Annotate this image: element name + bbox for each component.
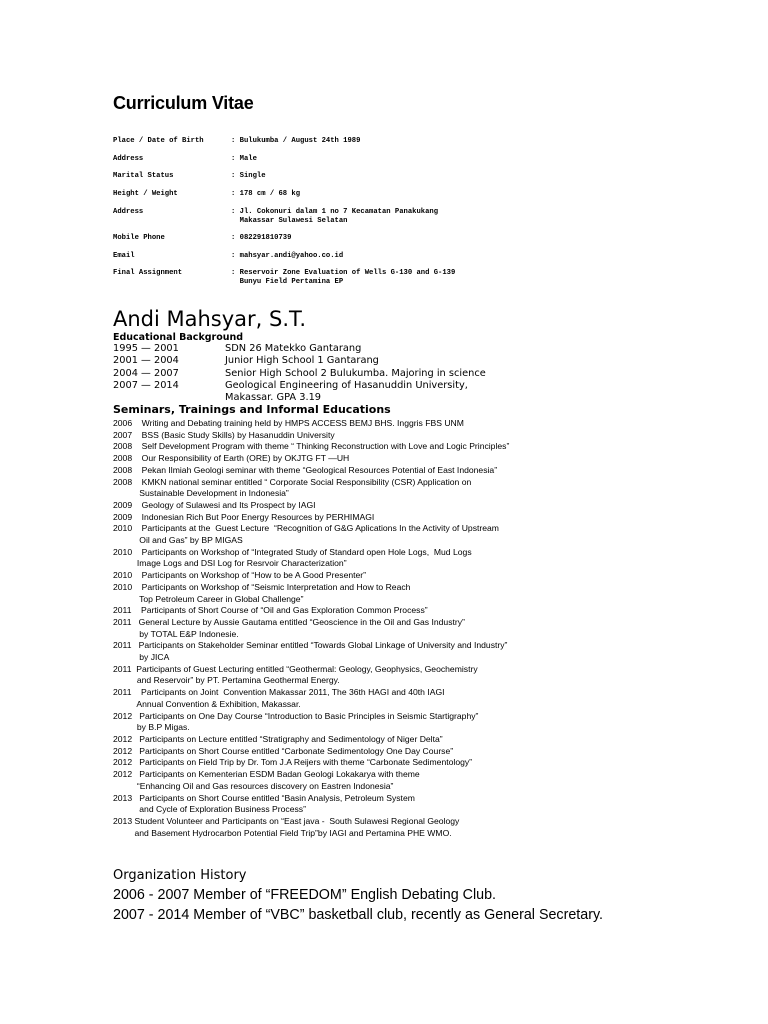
personal-label: Address bbox=[113, 208, 144, 216]
personal-value bbox=[231, 269, 455, 287]
seminar-line-continuation: by B.P Migas. bbox=[113, 722, 190, 733]
seminar-item bbox=[113, 617, 613, 640]
seminar-item bbox=[113, 465, 613, 477]
seminar-item bbox=[113, 570, 613, 582]
personal-label: Height / Weight bbox=[113, 190, 178, 198]
seminar-item bbox=[113, 453, 613, 465]
personal-value bbox=[231, 190, 300, 199]
seminar-line-continuation: “Enhancing Oil and Gas resources discovery on Eastren Indonesia” bbox=[113, 780, 394, 791]
personal-label: Place / Date of Birth bbox=[113, 137, 204, 145]
education-years: 2004 — 2007 bbox=[113, 367, 179, 379]
seminar-line: 2010 Participants on Workshop of “Integrated Study of Standard open Hole Logs, Mud Logs bbox=[113, 546, 472, 557]
organization-item: 2006 - 2007 Member of “FREEDOM” English Debating Club. bbox=[113, 887, 497, 903]
seminar-line: 2012 Participants on One Day Course “Introduction to Basic Principles in Seismic Startigraphy” bbox=[113, 710, 479, 721]
seminar-item bbox=[113, 523, 613, 546]
seminar-line: 2012 Participants on Field Trip by Dr. Tom J.A Reijers with theme “Carbonate Sedimentology” bbox=[113, 757, 473, 768]
seminar-line-continuation: and Basement Hydrocarbon Potential Field Trip”by IAGI and Pertamina PHE WMO. bbox=[113, 827, 452, 838]
seminar-item bbox=[113, 640, 613, 663]
education-row bbox=[113, 343, 486, 355]
personal-label: Marital Status bbox=[113, 172, 174, 180]
seminar-line-continuation: by JICA bbox=[113, 652, 170, 663]
seminar-item bbox=[113, 664, 613, 687]
seminar-item bbox=[113, 500, 613, 512]
personal-value-line: : 178 cm / 68 kg bbox=[231, 190, 301, 198]
personal-value-line: : Jl. Cokonuri dalam 1 no 7 Kecamatan Panakukang bbox=[231, 208, 439, 216]
seminar-line: 2010 Participants on Workshop of “Seismic Interpretation and How to Reach bbox=[113, 581, 411, 592]
personal-value bbox=[231, 252, 343, 261]
seminar-line: 2010 Participants on Workshop of “How to be A Good Presenter” bbox=[113, 570, 367, 581]
organization-list bbox=[113, 885, 603, 925]
seminar-item bbox=[113, 793, 613, 816]
personal-value-line: : Single bbox=[231, 172, 266, 180]
education-school: Makassar. GPA 3.19 bbox=[225, 392, 322, 404]
seminar-line: 2008 Pekan Ilmiah Geologi seminar with theme “Geological Resources Potential of East Indonesia” bbox=[113, 464, 498, 475]
personal-value-line: : Male bbox=[231, 155, 257, 163]
seminar-item bbox=[113, 605, 613, 617]
seminars-list bbox=[113, 418, 613, 839]
personal-value bbox=[231, 137, 360, 146]
seminar-line: 2007 BSS (Basic Study Skills) by Hasanuddin University bbox=[113, 429, 335, 440]
personal-value bbox=[231, 172, 266, 181]
seminar-line: 2013 Participants on Short Course entitled “Basin Analysis, Petroleum System bbox=[113, 792, 415, 803]
seminar-line: 2010 Participants at the Guest Lecture “Recognition of G&G Aplications In the Activity of Upstream bbox=[113, 523, 499, 534]
education-list bbox=[113, 343, 486, 404]
seminar-item bbox=[113, 757, 613, 769]
organization-heading: Organization History bbox=[113, 868, 247, 883]
personal-label: Mobile Phone bbox=[113, 234, 165, 242]
personal-value-line: : Bulukumba / August 24th 1989 bbox=[231, 137, 361, 145]
seminar-item bbox=[113, 418, 613, 430]
education-row bbox=[113, 368, 486, 380]
seminar-line: 2013 Student Volunteer and Participants on “East java - South Sulawesi Regional Geology bbox=[113, 815, 460, 826]
seminar-line: 2012 Participants on Lecture entitled “Stratigraphy and Sedimentology of Niger Delta” bbox=[113, 733, 443, 744]
seminar-line: 2008 Our Responsibility of Earth (ORE) by OKJTG FT —UH bbox=[113, 453, 350, 464]
seminar-line: 2009 Indonesian Rich But Poor Energy Resources by PERHIMAGI bbox=[113, 511, 375, 522]
personal-value bbox=[231, 155, 257, 164]
education-row bbox=[113, 380, 486, 392]
education-heading: Educational Background bbox=[113, 332, 244, 343]
seminar-line: 2011 Participants of Guest Lecturing entitled “Geothermal: Geology, Geophysics, Geochemistry bbox=[113, 663, 478, 674]
seminar-item bbox=[113, 582, 613, 605]
seminar-line: 2008 Self Development Program with theme “ Thinking Reconstruction with Love and Logic Principles” bbox=[113, 441, 510, 452]
education-school: Senior High School 2 Bulukumba. Majoring in science bbox=[225, 367, 486, 379]
seminar-line: 2008 KMKN national seminar entitled “ Corporate Social Responsibility (CSR) Application on bbox=[113, 476, 472, 487]
seminar-item bbox=[113, 734, 613, 746]
personal-value bbox=[231, 208, 438, 226]
seminar-line: 2011 Participants on Joint Convention Makassar 2011, The 36th HAGI and 40th IAGI bbox=[113, 687, 445, 698]
education-school: SDN 26 Matekko Gantarang bbox=[225, 343, 362, 354]
education-row bbox=[113, 355, 486, 367]
seminar-item bbox=[113, 816, 613, 839]
seminar-line: 2009 Geology of Sulawesi and Its Prospect by IAGI bbox=[113, 499, 316, 510]
personal-value-line: : mahsyar.andi@yahoo.co.id bbox=[231, 252, 344, 260]
seminar-line-continuation: and Cycle of Exploration Business Process” bbox=[113, 804, 306, 815]
seminar-item bbox=[113, 512, 613, 524]
education-years: 1995 — 2001 bbox=[113, 343, 179, 354]
seminar-item bbox=[113, 769, 613, 792]
seminar-line-continuation: and Reservoir” by PT. Pertamina Geothermal Energy. bbox=[113, 675, 340, 686]
personal-value-line: Makassar Sulawesi Selatan bbox=[231, 217, 348, 225]
education-years: 2001 — 2004 bbox=[113, 355, 179, 367]
seminar-line: 2006 Writing and Debating training held by HMPS ACCESS BEMJ BHS. Inggris FBS UNM bbox=[113, 418, 464, 428]
seminar-line: 2011 Participants on Stakeholder Seminar entitled “Towards Global Linkage of University and Industry” bbox=[113, 640, 508, 651]
seminar-item bbox=[113, 547, 613, 570]
seminar-line-continuation: Annual Convention & Exhibition, Makassar. bbox=[113, 698, 301, 709]
seminar-line: 2012 Participants on Short Course entitled “Carbonate Sedimentology One Day Course” bbox=[113, 745, 454, 756]
person-name: Andi Mahsyar, S.T. bbox=[113, 307, 307, 331]
personal-value bbox=[231, 234, 291, 243]
personal-value-line: : 082291810739 bbox=[231, 234, 292, 242]
education-school: Geological Engineering of Hasanuddin University, bbox=[225, 379, 468, 391]
seminar-line-continuation: Sustainable Development in Indonesia” bbox=[113, 488, 289, 499]
seminar-line-continuation: Image Logs and DSI Log for Resrvoir Characterization” bbox=[113, 558, 347, 569]
personal-label: Email bbox=[113, 252, 135, 260]
personal-value-line: Bunyu Field Pertamina EP bbox=[231, 278, 344, 286]
seminar-line: 2011 Participants of Short Course of “Oil and Gas Exploration Common Process” bbox=[113, 605, 428, 616]
seminar-item bbox=[113, 430, 613, 442]
cv-title: Curriculum Vitae bbox=[113, 93, 254, 113]
seminar-item bbox=[113, 477, 613, 500]
seminar-line: 2011 General Lecture by Aussie Gautama entitled “Geoscience in the Oil and Gas Industry” bbox=[113, 616, 465, 627]
seminar-line-continuation: Top Petroleum Career in Global Challenge” bbox=[113, 593, 304, 604]
personal-value-line: : Reservoir Zone Evaluation of Wells G-130 and G-139 bbox=[231, 269, 456, 277]
organization-item: 2007 - 2014 Member of “VBC” basketball club, recently as General Secretary. bbox=[113, 907, 604, 923]
seminar-item bbox=[113, 746, 613, 758]
seminar-line: 2012 Participants on Kementerian ESDM Badan Geologi Lokakarya with theme bbox=[113, 769, 420, 780]
seminars-heading: Seminars, Trainings and Informal Educations bbox=[113, 403, 391, 416]
education-years: 2007 — 2014 bbox=[113, 379, 179, 391]
personal-label: Final Assignment bbox=[113, 269, 183, 277]
seminar-item bbox=[113, 687, 613, 710]
education-school: Junior High School 1 Gantarang bbox=[225, 355, 379, 367]
seminar-item bbox=[113, 711, 613, 734]
seminar-item bbox=[113, 441, 613, 453]
seminar-line-continuation: Oil and Gas” by BP MIGAS bbox=[113, 535, 243, 546]
seminar-line-continuation: by TOTAL E&P Indonesie. bbox=[113, 628, 239, 639]
personal-label: Address bbox=[113, 155, 144, 163]
